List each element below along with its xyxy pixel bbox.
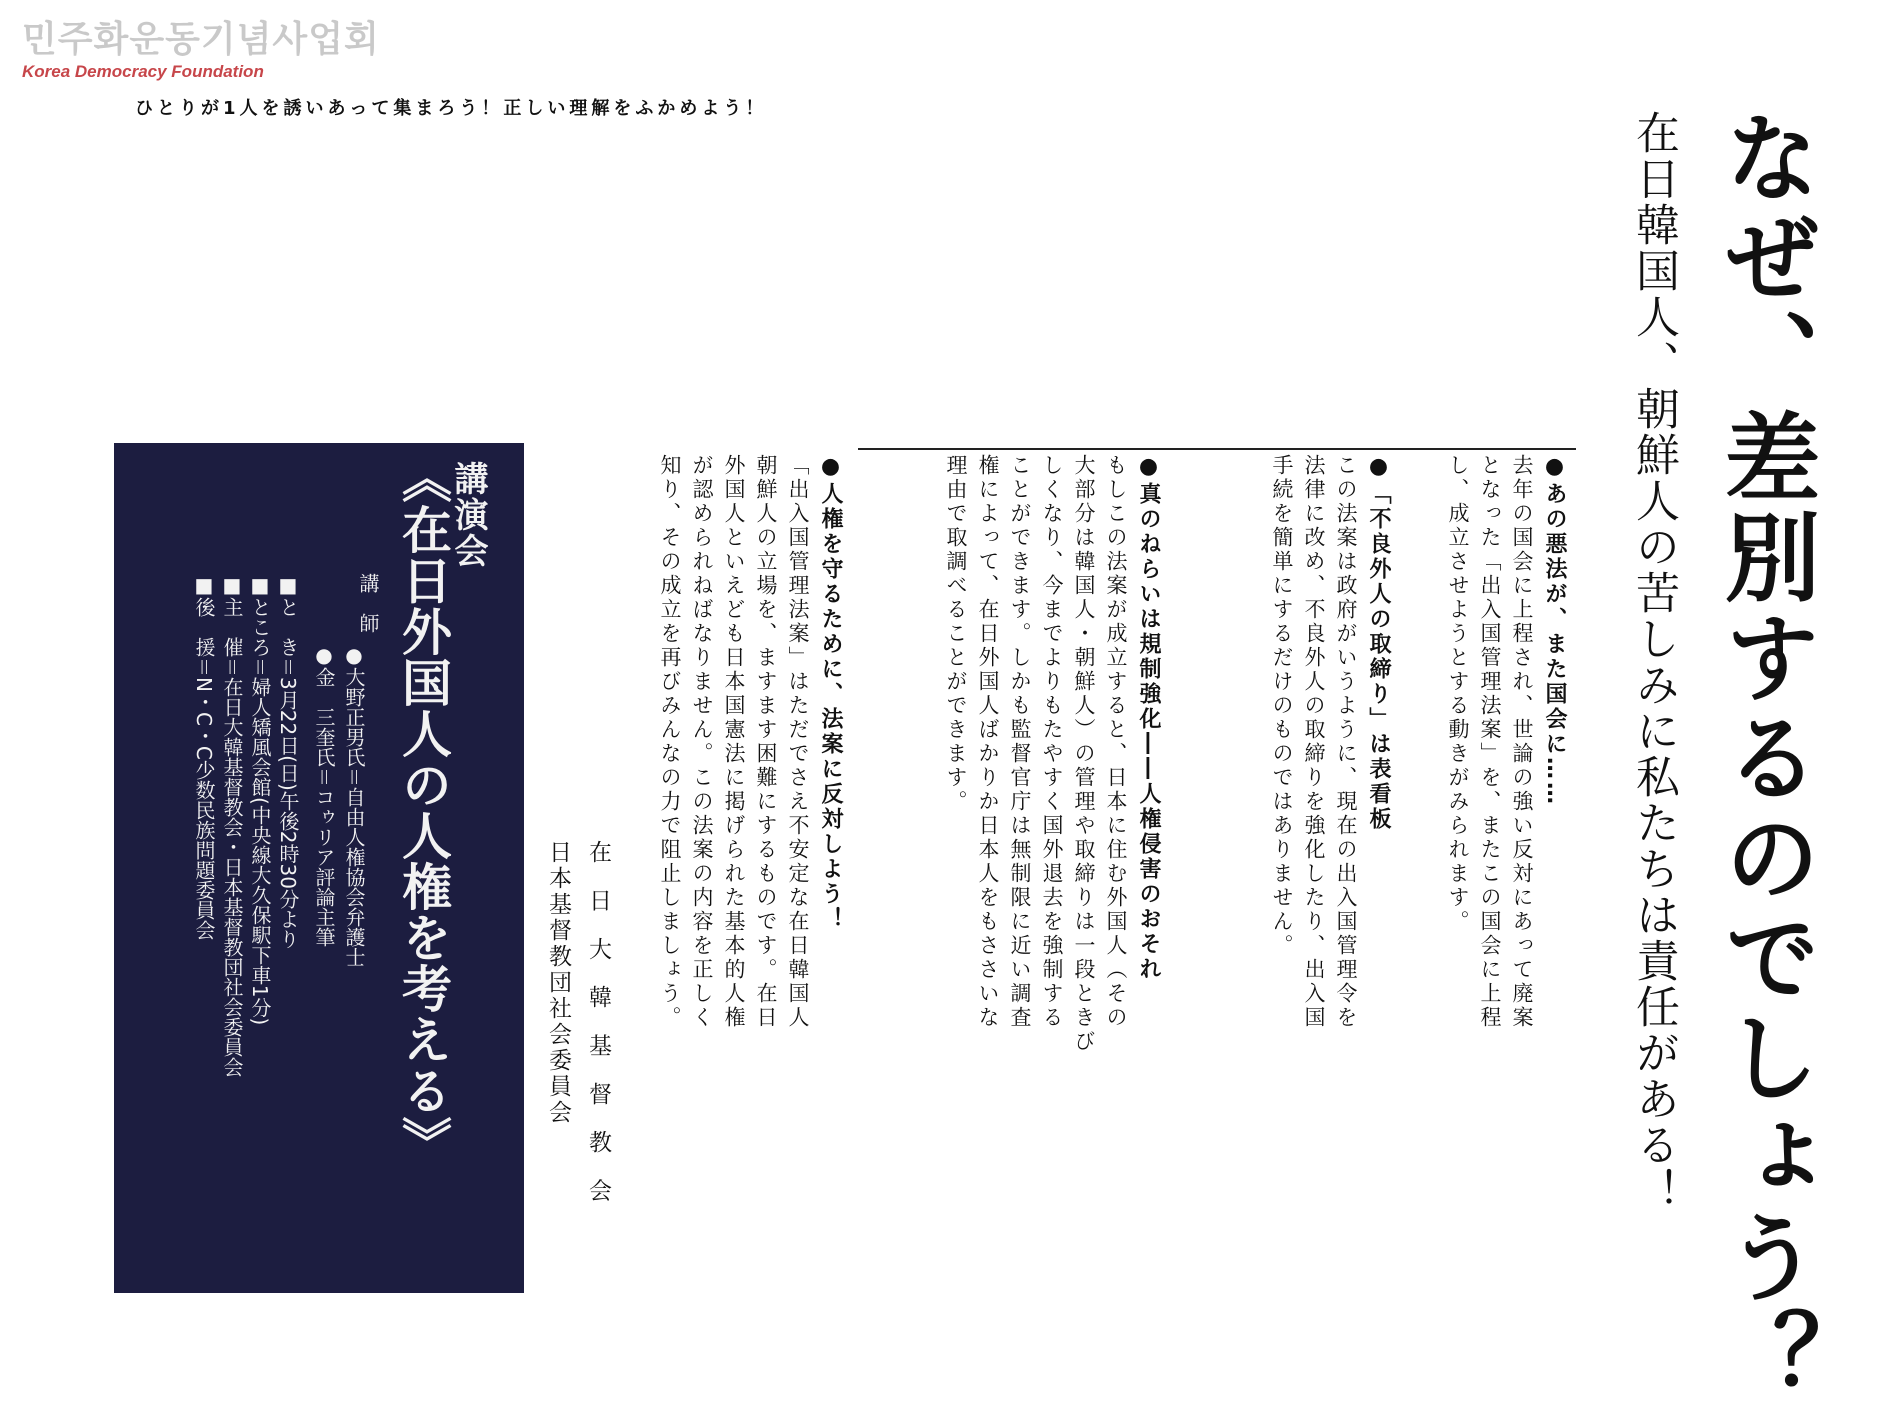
section-body-line: 去年の国会に上程され、世論の強い反対にあって廃案: [1510, 454, 1534, 1030]
event-detail-line: [246, 573, 274, 1025]
speaker-line: [340, 643, 368, 967]
detail-value: ＝在日大韓基督教会・日本基督教団社会委員会: [220, 657, 244, 1077]
detail-label: ■と き: [276, 573, 300, 657]
organizer-name: 日本基督教団社会委員会: [545, 840, 571, 1126]
event-detail-line: [274, 573, 302, 949]
section-body-line: しくなり、今までよりもたやすく国外退去を強制する: [1040, 454, 1064, 1030]
event-detail-line: [218, 573, 246, 1077]
detail-value: ＝3月22日(日)午後2時30分より: [276, 657, 300, 949]
section-body-line: 理由で取調べることができます。: [944, 454, 968, 814]
section-body-line: ことができます。しかも監督官庁は無制限に近い調査: [1008, 454, 1032, 1030]
detail-label: ■ところ: [248, 573, 272, 657]
event-kind: 講演会: [448, 461, 488, 569]
subhead: 在日韓国人、朝鮮人の苦しみに私たちは責任がある！: [1628, 110, 1679, 1214]
watermark-english: Korea Democracy Foundation: [22, 62, 264, 81]
lecture-box: [114, 443, 524, 1293]
section-body-line: となった「出入国管理法案」を、またこの国会に上程: [1478, 454, 1502, 1030]
speaker-name: ●大野正男氏: [342, 643, 366, 767]
detail-value: ＝婦人矯風会館(中央線大久保駅下車1分): [248, 657, 272, 1026]
slogan: ひとりが1人を誘いあって集まろう！正しい理解をふかめよう！: [135, 98, 768, 119]
section-body-line: 「出入国管理法案」はただでさえ不安定な在日韓国人: [786, 454, 810, 1030]
section-rule: [858, 448, 1576, 450]
section-protect-rights: [654, 454, 846, 1154]
article-sections: [640, 454, 1580, 1154]
speakers-label: 講 師: [356, 573, 380, 633]
speaker-role: ＝コゥリア評論主筆: [312, 767, 336, 947]
section-body-line: 朝鮮人の立場を、ますます困難にするものです。在日: [754, 454, 778, 1030]
detail-label: ■後 援: [192, 573, 216, 657]
event-detail-line: [190, 573, 218, 940]
section-true-aim: [940, 454, 1164, 1154]
section-body-line: 大部分は韓国人・朝鮮人）の管理や取締りは一段ときび: [1072, 454, 1096, 1054]
organizer-name: 在 日 大 韓 基 督 教 会: [585, 840, 611, 1211]
speaker-name: ●金 三奎氏: [312, 643, 336, 767]
section-heading: ●「不良外人の取締り」は表看板: [1366, 454, 1391, 832]
section-body-line: し、成立させようとする動きがみられます。: [1446, 454, 1470, 934]
speaker-line: [310, 643, 338, 947]
event-title: 《在日外国人の人権を考える》: [394, 453, 453, 1167]
section-body-line: 手続を簡単にするだけのものではありません。: [1270, 454, 1294, 958]
detail-value: ＝N・C・C少数民族問題委員会: [192, 657, 216, 940]
watermark-korean: 민주화운동기념사업회: [22, 19, 380, 60]
section-body-line: 外国人といえども日本国憲法に掲げられた基本的人権: [722, 454, 746, 1030]
section-body-line: 権によって、在日外国人ばかりか日本人をもささいな: [976, 454, 1000, 1030]
section-heading: ●あの悪法が、また国会に……: [1542, 454, 1567, 807]
section-body-line: 法律に改め、不良外人の取締りを強化したり、出入国: [1302, 454, 1326, 1030]
headline: なぜ、差別するのでしょう？: [1709, 108, 1822, 1408]
speaker-role: ＝自由人権協会弁護士: [342, 767, 366, 967]
section-bad-law-again: [1442, 454, 1570, 1154]
section-heading: ●真のねらいは規制強化――人権侵害のおそれ: [1136, 454, 1161, 982]
detail-label: ■主 催: [220, 573, 244, 657]
section-body-line: が認められねばなりません。この法案の内容を正しく: [690, 454, 714, 1030]
section-body-line: この法案は政府がいうように、現在の出入国管理令を: [1334, 454, 1358, 1030]
watermark: [22, 20, 380, 84]
section-facade: [1266, 454, 1394, 1154]
section-body-line: 知り、その成立を再びみんなの力で阻止しましょう。: [658, 454, 682, 1030]
section-heading: ●人権を守るために、法案に反対しよう！: [818, 454, 843, 932]
section-body-line: もしこの法案が成立すると、日本に住む外国人（その: [1104, 454, 1128, 1030]
